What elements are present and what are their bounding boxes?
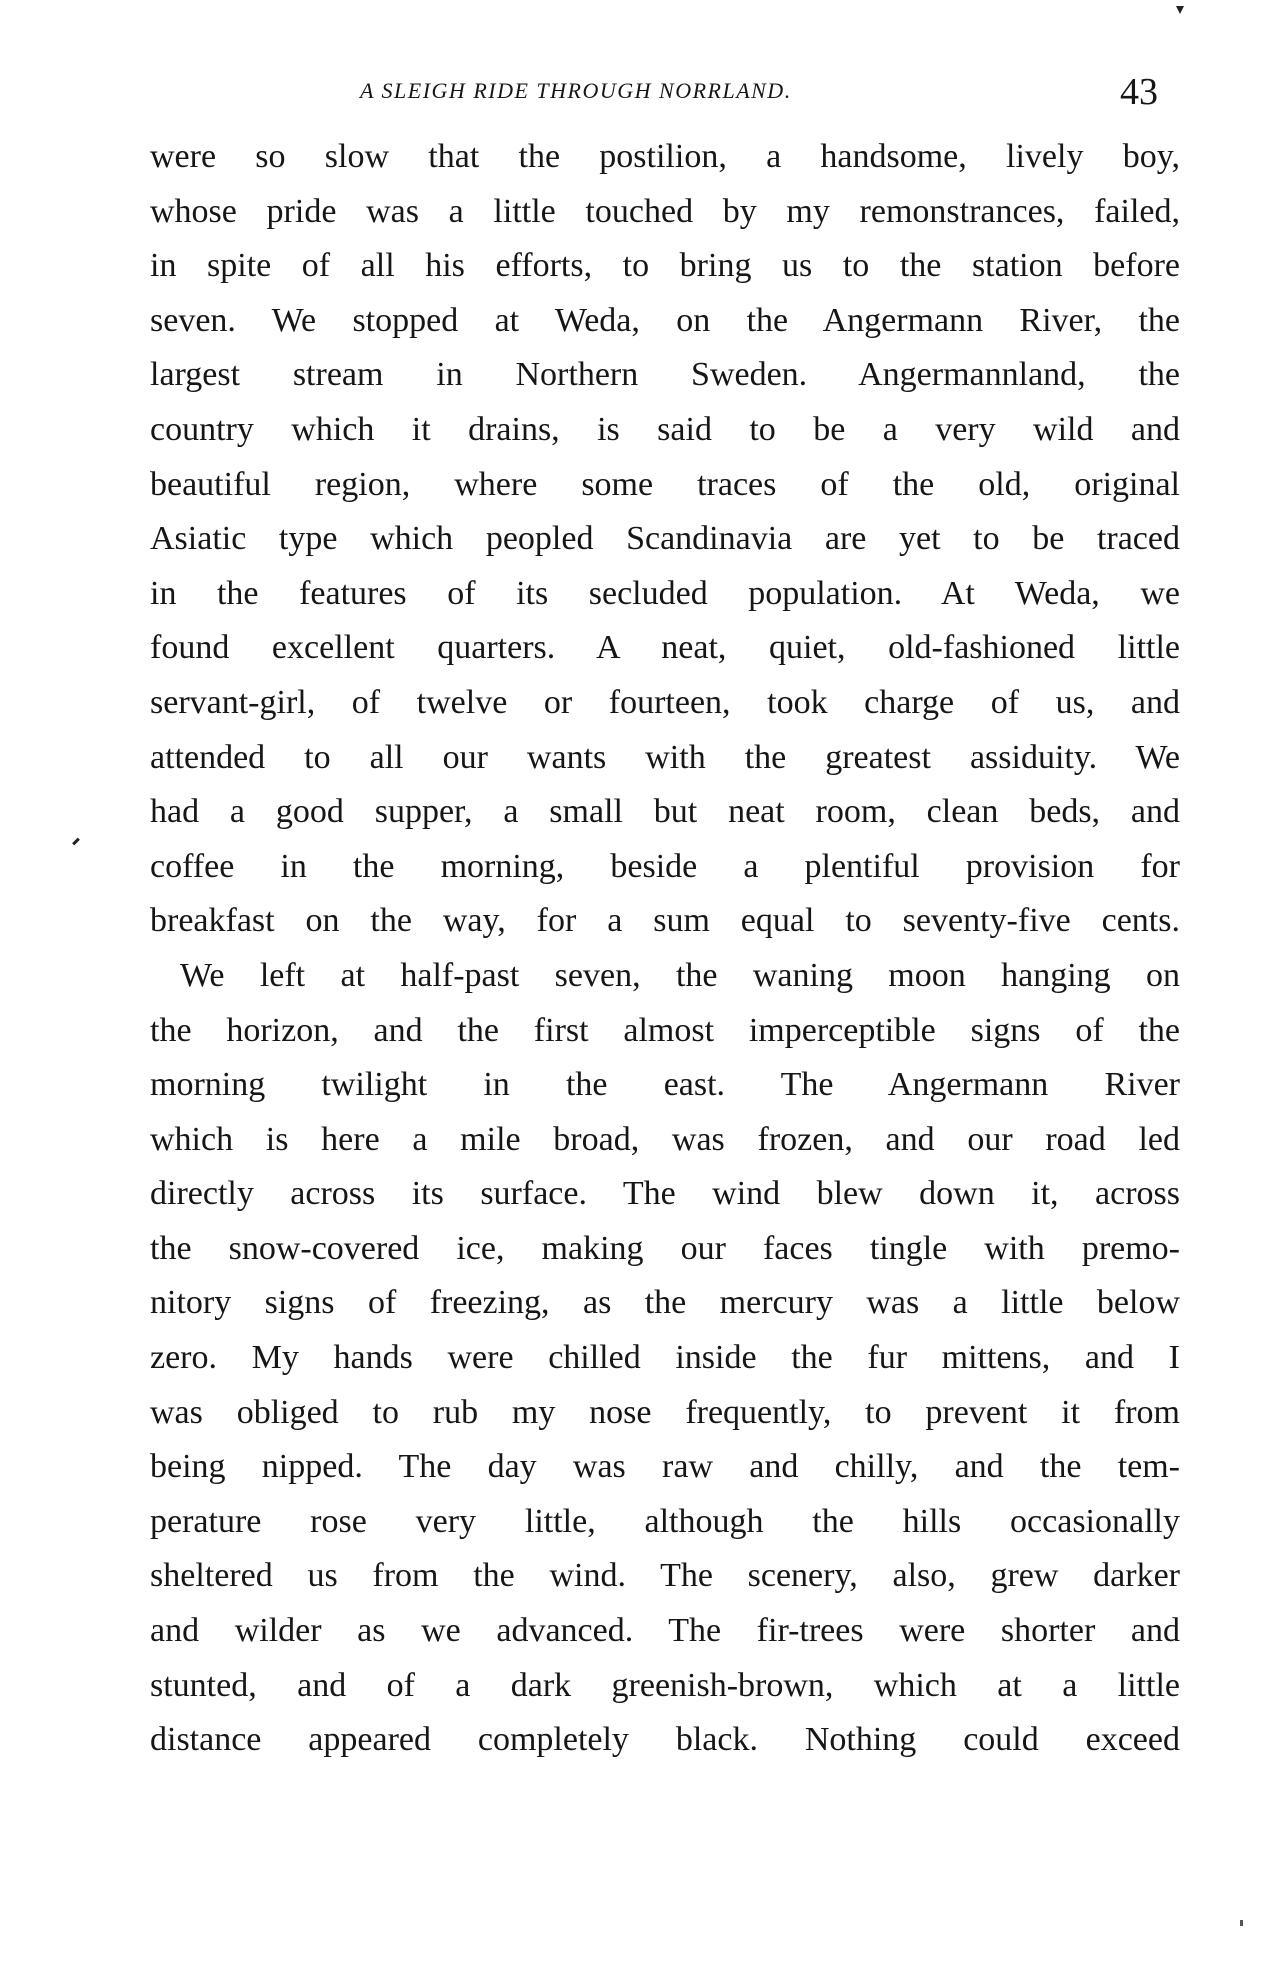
text-line: breakfast on the way, for a sum equal to seventy-five cents. — [150, 902, 1180, 940]
text-line: seven. We stopped at Weda, on the Angermann River, the — [150, 301, 1180, 339]
page-number: 43 — [1120, 71, 1158, 113]
text-line: were so slow that the postilion, a handsome, lively boy, — [150, 138, 1180, 175]
text-line: perature rose very little, although the hills occasionally — [150, 1502, 1180, 1540]
text-line: We left at half-past seven, the waning moon hanging on — [180, 956, 1180, 994]
text-line: in spite of all his efforts, to bring us to the station before — [150, 247, 1180, 285]
text-line: directly across its surface. The wind blew down it, across — [150, 1175, 1180, 1213]
print-mark-bottom — [1240, 1920, 1243, 1926]
print-mark-margin — [72, 838, 80, 846]
text-line: servant-girl, of twelve or fourteen, took charge of us, and — [150, 683, 1180, 721]
text-line: coffee in the morning, beside a plentiful provision for — [150, 847, 1180, 885]
text-line: sheltered us from the wind. The scenery, also, grew darker — [150, 1557, 1180, 1595]
running-head: A SLEIGH RIDE THROUGH NORRLAND. — [360, 78, 792, 103]
text-line: being nipped. The day was raw and chilly, and the tem- — [150, 1448, 1180, 1486]
text-line: was obliged to rub my nose frequently, to prevent it from — [150, 1393, 1180, 1431]
text-line: in the features of its secluded population. At Weda, we — [150, 574, 1180, 612]
text-line: the horizon, and the first almost imperceptible signs of the — [150, 1011, 1180, 1049]
text-line: distance appeared completely black. Nothing could exceed — [150, 1721, 1180, 1759]
text-line: the snow-covered ice, making our faces tingle with premo- — [150, 1229, 1180, 1267]
text-line: stunted, and of a dark greenish-brown, which at a little — [150, 1666, 1180, 1704]
text-line: zero. My hands were chilled inside the fur mittens, and I — [150, 1339, 1180, 1377]
body-text — [150, 130, 1180, 1768]
text-line: whose pride was a little touched by my remonstrances, failed, — [150, 192, 1180, 230]
text-line: which is here a mile broad, was frozen, and our road led — [150, 1120, 1180, 1158]
text-line: country which it drains, is said to be a very wild and — [150, 410, 1180, 448]
text-line: and wilder as we advanced. The fir-trees were shorter and — [150, 1612, 1180, 1650]
text-line: attended to all our wants with the greatest assiduity. We — [150, 738, 1180, 776]
text-line: nitory signs of freezing, as the mercury was a little below — [150, 1284, 1180, 1322]
text-line: found excellent quarters. A neat, quiet, old-fashioned little — [150, 629, 1180, 667]
print-mark-top — [1176, 6, 1184, 14]
text-line: had a good supper, a small but neat room, clean beds, and — [150, 793, 1180, 831]
text-line: beautiful region, where some traces of the old, original — [150, 465, 1180, 503]
text-line: largest stream in Northern Sweden. Angermannland, the — [150, 356, 1180, 394]
text-line: morning twilight in the east. The Angermann River — [150, 1066, 1180, 1104]
text-line: Asiatic type which peopled Scandinavia are yet to be traced — [150, 520, 1180, 558]
